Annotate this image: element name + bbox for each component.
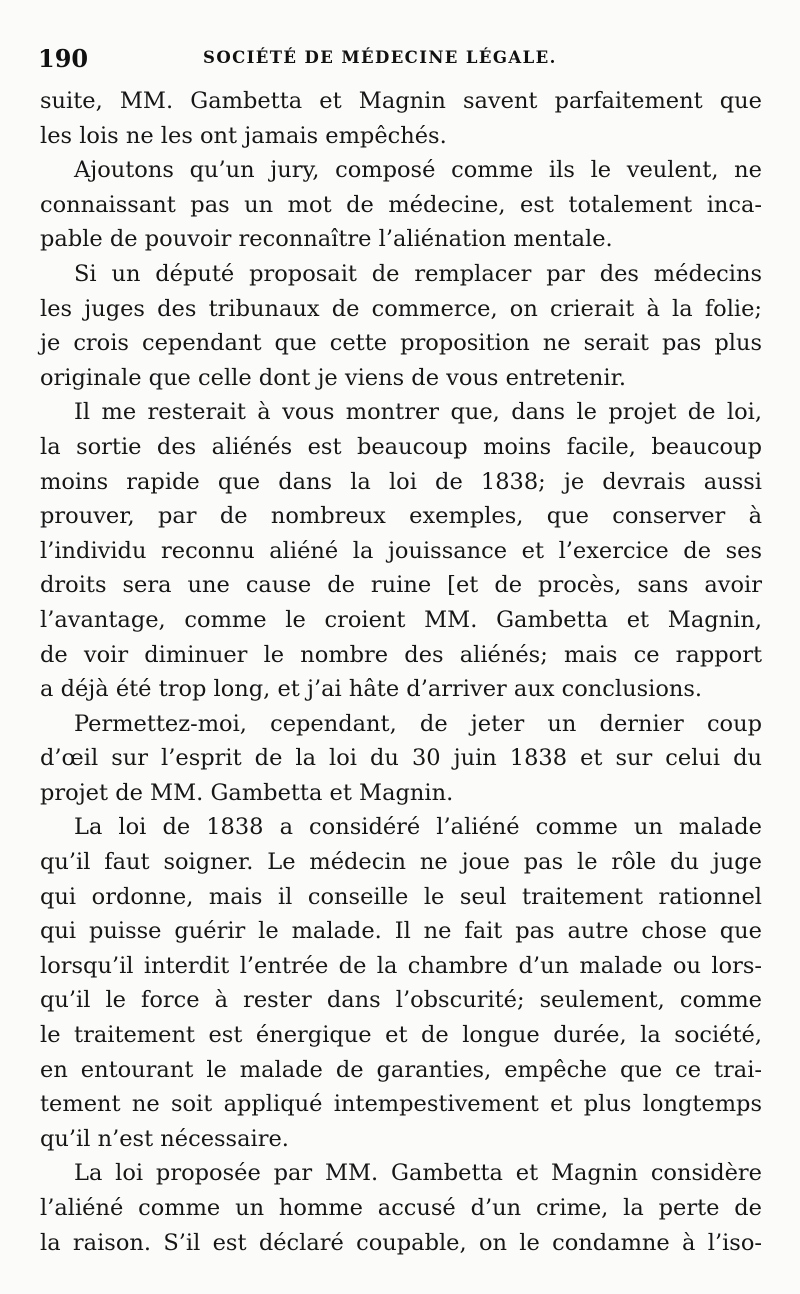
text-line: l’individu reconnu aliéné la jouissance et l’exercice de ses	[40, 537, 762, 564]
paragraph	[40, 84, 762, 153]
text-line: je crois cependant que cette proposition ne serait pas plus	[40, 330, 762, 357]
text-line: qu’il faut soigner. Le médecin ne joue pas le rôle du juge	[40, 849, 762, 876]
text-line: l’aliéné comme un homme accusé d’un crime, la perte de	[40, 1195, 762, 1221]
text-line: lorsqu’il interdit l’entrée de la chambre d’un malade ou lors-	[40, 952, 762, 979]
text-line: Ajoutons qu’un jury, composé comme ils le veulent, ne	[74, 157, 762, 184]
text-line: Il me resterait à vous montrer que, dans le projet de loi,	[74, 399, 762, 426]
text-line: d’œil sur l’esprit de la loi du 30 juin 1838 et sur celui du	[40, 745, 762, 772]
text-line: qui puisse guérir le malade. Il ne fait pas autre chose que	[40, 918, 762, 945]
text-line: qui ordonne, mais il conseille le seul traitement rationnel	[40, 883, 762, 910]
text-line: Si un député proposait de remplacer par des médecins	[74, 260, 762, 287]
text-line: qu’il n’est nécessaire.	[40, 1125, 289, 1152]
text-line: suite, MM. Gambetta et Magnin savent parfaitement que	[40, 88, 762, 114]
text-line: droits sera une cause de ruine [et de procès, sans avoir	[40, 572, 762, 599]
text-line: originale que celle dont je viens de vous entretenir.	[40, 364, 627, 391]
text-line: a déjà été trop long, et j’ai hâte d’arriver aux conclusions.	[40, 676, 703, 703]
paragraph	[40, 153, 762, 257]
paragraph	[40, 257, 762, 395]
running-title: SOCIÉTÉ DE MÉDECINE LÉGALE.	[203, 48, 557, 67]
paragraph	[40, 1156, 762, 1260]
text-line: les juges des tribunaux de commerce, on crierait à la folie;	[40, 295, 762, 322]
text-line: la raison. S’il est déclaré coupable, on le condamne à l’iso-	[40, 1229, 762, 1256]
text-line: qu’il le force à rester dans l’obscurité; seulement, comme	[40, 987, 762, 1014]
text-line: projet de MM. Gambetta et Magnin.	[40, 779, 454, 806]
page-header	[38, 38, 762, 78]
body-text	[40, 84, 762, 1260]
text-line: le traitement est énergique et de longue durée, la société,	[40, 1022, 762, 1049]
text-line: La loi proposée par MM. Gambetta et Magnin considère	[74, 1160, 762, 1187]
text-line: prouver, par de nombreux exemples, que conserver à	[40, 503, 762, 530]
text-line: en entourant le malade de garanties, empêche que ce trai-	[40, 1056, 762, 1083]
text-line: La loi de 1838 a considéré l’aliéné comme un malade	[74, 814, 762, 841]
paragraph	[40, 707, 762, 811]
page-number: 190	[38, 44, 89, 73]
text-line: pable de pouvoir reconnaître l’aliénation mentale.	[40, 226, 613, 253]
text-line: de voir diminuer le nombre des aliénés; mais ce rapport	[40, 641, 762, 668]
text-line: tement ne soit appliqué intempestivement et plus longtemps	[40, 1091, 762, 1118]
text-line: la sortie des aliénés est beaucoup moins facile, beaucoup	[40, 433, 762, 460]
text-line: l’avantage, comme le croient MM. Gambetta et Magnin,	[40, 606, 762, 633]
text-line: connaissant pas un mot de médecine, est totalement inca-	[40, 191, 762, 218]
text-line: moins rapide que dans la loi de 1838; je devrais aussi	[40, 468, 762, 495]
text-line: les lois ne les ont jamais empêchés.	[40, 122, 447, 149]
paragraph	[40, 395, 762, 706]
paragraph	[40, 810, 762, 1156]
text-line: Permettez-moi, cependant, de jeter un dernier coup	[74, 710, 762, 737]
